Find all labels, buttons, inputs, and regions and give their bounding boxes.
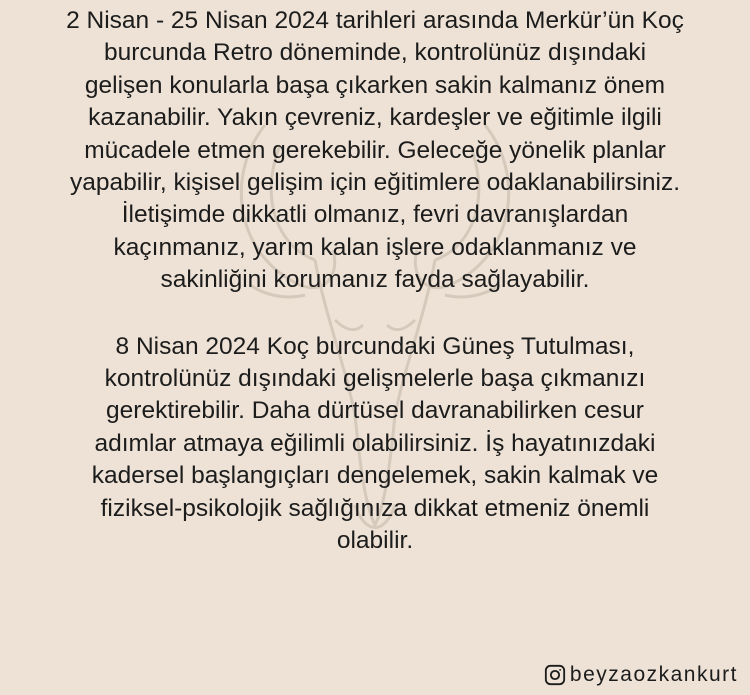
text-line: fiziksel-psikolojik sağlığınıza dikkat etmeniz önemli [100,494,650,522]
text-line: kadersel başlangıçları dengelemek, sakin kalmak ve [91,462,659,490]
text-line: kaçınmanız, yarım kalan işlere odaklanmanız ve [113,233,637,261]
handle-text: beyzaozkankurt [569,663,738,686]
text-line: gelişen konularla başa çıkarken sakin kalmanız önem [84,71,666,99]
paragraph-mercury-retrograde [0,0,750,297]
text-line: burcunda Retro döneminde, kontrolünüz dışındaki [103,39,647,67]
paragraph-solar-eclipse [0,331,750,558]
text-line: sakinliğini korumanız fayda sağlayabilir. [160,266,590,294]
text-line: İletişimde dikkatli olmanız, fevri davranışlardan [121,201,629,229]
text-line: 8 Nisan 2024 Koç burcundaki Güneş Tutulması, [115,332,635,360]
text-line: kontrolünüz dışındaki gelişmelerle başa çıkmanızı [104,365,646,393]
text-line: olabilir. [336,527,414,555]
text-line: kazanabilir. Yakın çevreniz, kardeşler ve eğitimle ilgili [88,104,662,132]
instagram-icon [544,664,566,686]
text-line: mücadele etmen gerekebilir. Geleceğe yönelik planlar [84,136,666,164]
text-line: yapabilir, kişisel gelişim için eğitimlere odaklanabilirsiniz. [69,169,681,197]
text-line: gerektirebilir. Daha dürtüsel davranabilirken cesur [106,397,644,425]
text-line: adımlar atmaya eğilimli olabilirsiniz. İş hayatınızdaki [94,429,656,457]
instagram-handle[interactable] [544,663,738,687]
text-line: 2 Nisan - 25 Nisan 2024 tarihleri arasında Merkür’ün Koç [66,7,684,34]
